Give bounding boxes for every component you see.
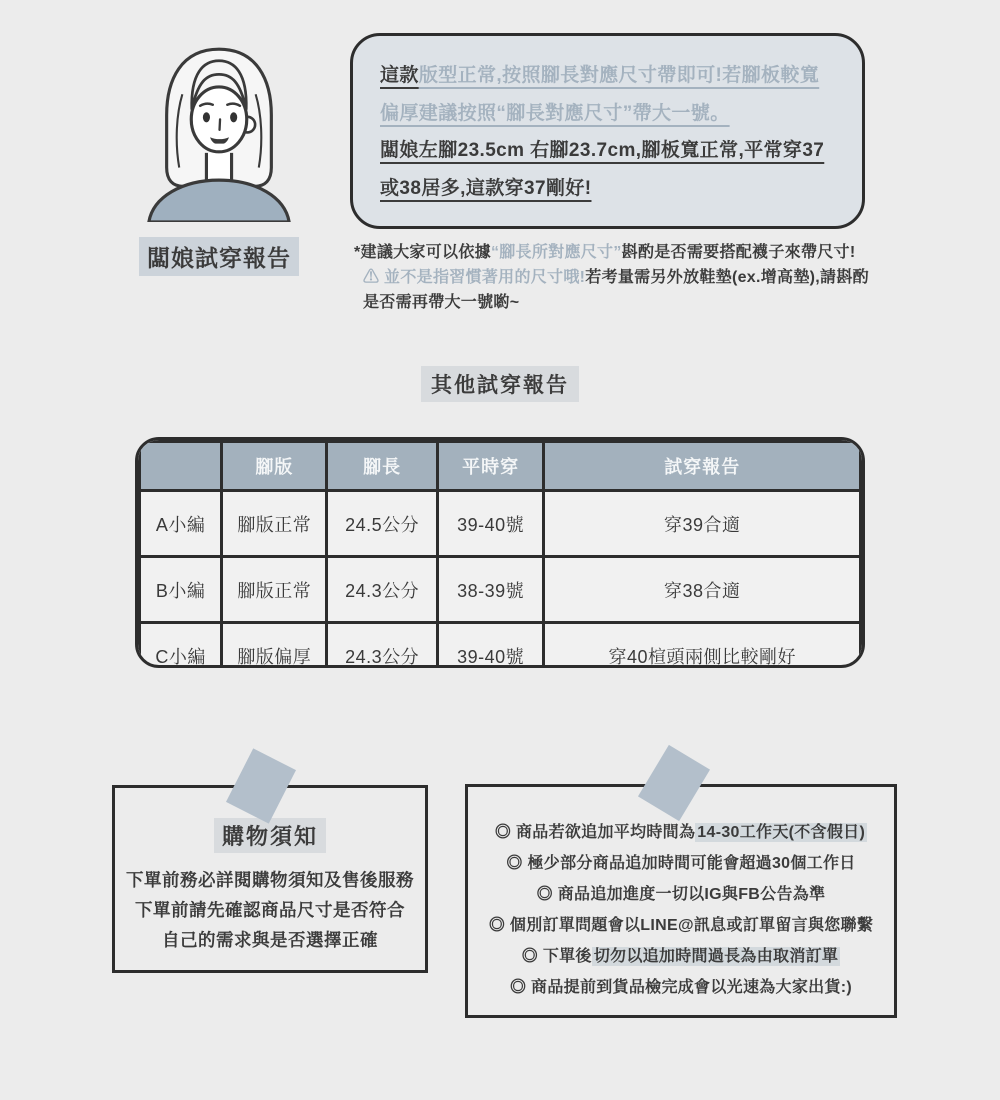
bubble-line-4: 或38居多,這款穿37剛好! [380,177,592,199]
table-row: A小編 腳版正常 24.5公分 39-40號 穿39合適 [140,491,861,557]
warning-icon: ⚠ 並不是指習慣著用的尺寸哦! [363,269,586,286]
col-header-usual-size: 平時穿 [437,442,544,491]
bubble-line-3: 闆娘左腳23.5cm 右腳23.7cm,腳板寬正常,平常穿37 [380,140,825,161]
info-item: ◎ 極少部分商品追加時間可能會超過30個工作日 [506,855,856,872]
table-row: B小編 腳版正常 24.3公分 38-39號 穿38合適 [140,557,861,623]
notice-line: 自己的需求與是否選擇正確 [162,930,378,950]
info-item: ◎ 商品提前到貨品檢完成會以光速為大家出貨:) [509,979,853,996]
disclaimer-line-1: *建議大家可以依據“腳長所對應尺寸”斟酌是否需要搭配襪子來帶尺寸! [354,244,856,261]
col-header-empty [140,442,222,491]
table-header-row [140,442,861,491]
col-header-report: 試穿報告 [544,442,861,491]
notice-line: 下單前請先確認商品尺寸是否符合 [135,900,405,920]
fitting-report-table [135,437,865,668]
info-item: ◎ 商品若欲追加平均時間為 14-30工作天(不含假日) [494,824,866,841]
notice-title: 購物須知 [214,818,326,853]
table-row: C小編 腳版偏厚 24.3公分 39-40號 穿40楦頭兩側比較剛好 [140,623,861,669]
size-disclaimer [354,240,899,315]
reporter-title: 闆娘試穿報告 [139,237,299,276]
col-header-foot-shape: 腳版 [222,442,327,491]
info-item: ◎ 個別訂單問題會以LINE@訊息或訂單留言與您聯繫 [488,917,874,934]
restock-info-box [465,784,897,1018]
disclaimer-line-2: ⚠ 並不是指習慣著用的尺寸哦!若考量需另外放鞋墊(ex.增高墊),請斟酌 [363,269,869,286]
info-item: ◎ 商品追加進度一切以IG與FB公告為準 [536,886,826,903]
avatar-illustration [140,44,298,222]
bubble-line-2: 偏厚建議按照“腳長對應尺寸”帶大一號。 [380,102,730,124]
info-item: ◎ 下單後 切勿以追加時間過長為由取消訂單 [521,948,839,965]
notice-line: 下單前務必詳閱購物須知及售後服務 [126,870,414,890]
other-reports-heading: 其他試穿報告 [0,366,1000,402]
col-header-foot-length: 腳長 [327,442,437,491]
disclaimer-line-3: 是否需再帶大一號喲~ [363,294,520,311]
fitting-note-bubble [350,33,865,229]
reporter-block [133,44,305,276]
bubble-line-1: 這款版型正常,按照腳長對應尺寸帶即可!若腳板較寬 [380,65,820,86]
